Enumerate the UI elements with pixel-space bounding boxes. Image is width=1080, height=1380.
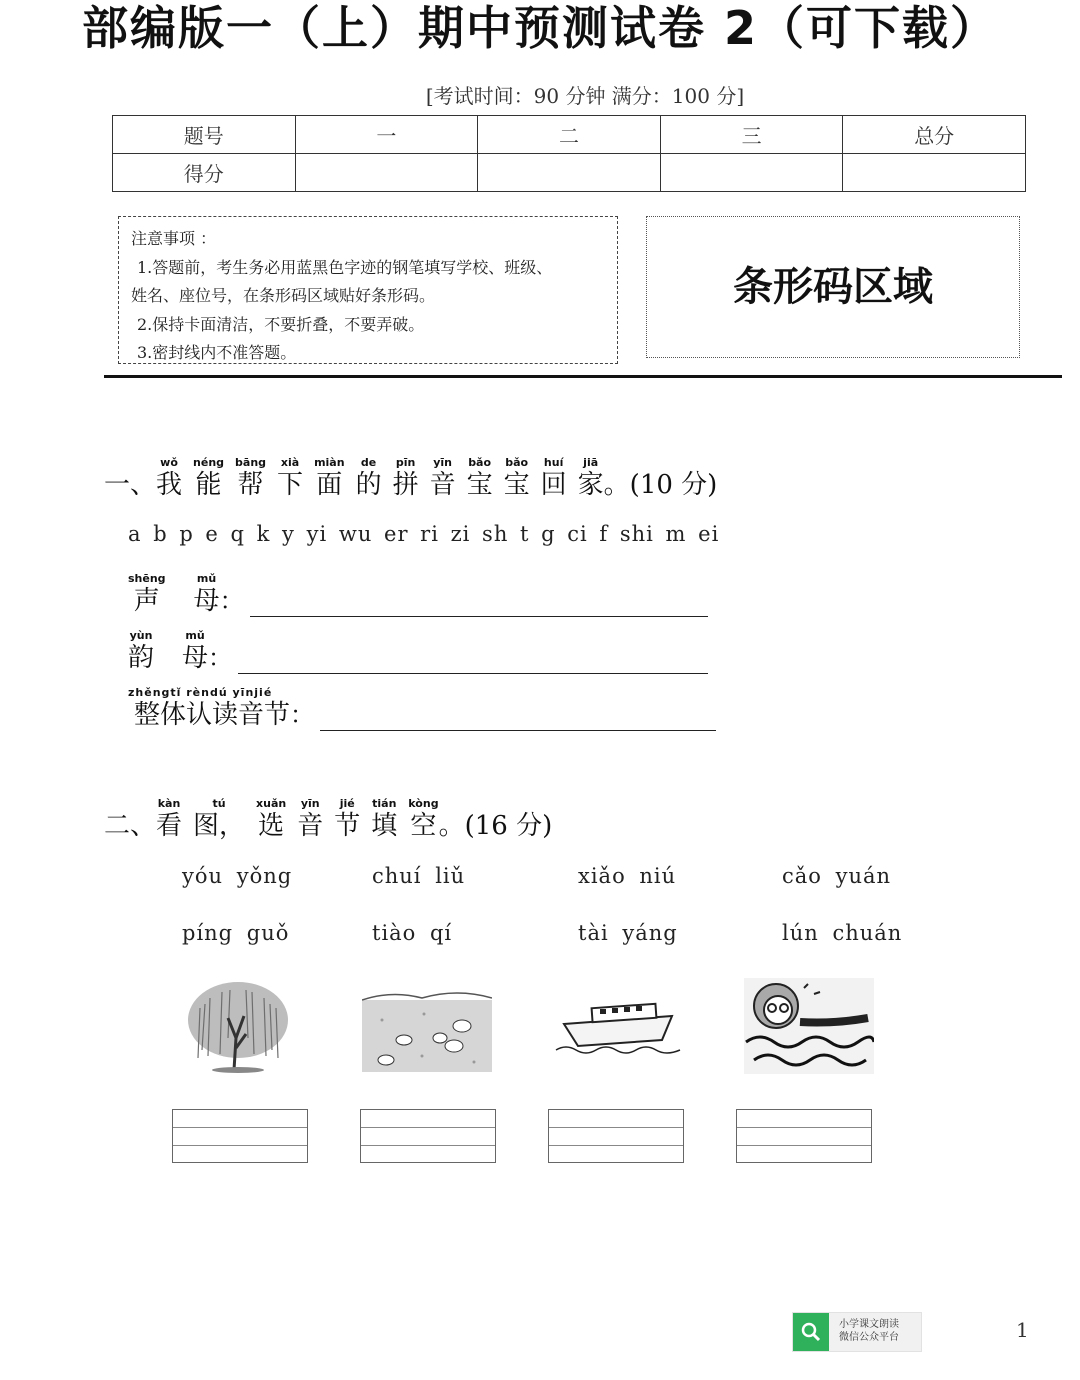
ruby-char: mǔ 母	[193, 572, 220, 616]
fill-row-whole-syllables	[128, 686, 716, 731]
question-number: 二、	[104, 811, 157, 841]
score-cell[interactable]	[478, 154, 661, 192]
ruby-char: bǎo 宝	[503, 456, 530, 500]
table-header-cell: 一	[295, 116, 478, 154]
ruby-char: bāng 帮	[235, 456, 267, 500]
answer-line[interactable]	[320, 702, 716, 731]
search-icon	[793, 1313, 829, 1351]
ruby-char: wǒ 我	[156, 456, 183, 500]
score-cell[interactable]	[660, 154, 843, 192]
barcode-area: 条形码区域	[646, 216, 1020, 358]
table-header-cell: 总分	[843, 116, 1026, 154]
divider	[104, 375, 1062, 378]
swimmer-picture	[744, 978, 874, 1074]
wechat-logo	[792, 1312, 922, 1352]
answer-line[interactable]	[250, 588, 708, 617]
willow-tree-picture	[180, 978, 296, 1074]
answer-box[interactable]	[736, 1109, 872, 1163]
colon: ：	[290, 701, 315, 729]
option-syllable: tài yáng	[578, 921, 678, 945]
notice-heading: 注意事项 ：	[131, 229, 217, 248]
ruby-char: huí 回	[540, 456, 567, 500]
page-title: 部编版一（上）期中预测试卷 2（可下载）	[81, 1, 999, 55]
notice-line: 姓名、座位号，在条形码区域贴好条形码。	[131, 286, 436, 305]
ruby-char: yīn 音	[429, 456, 456, 500]
fill-row-finals	[128, 629, 708, 674]
score-table	[112, 115, 1026, 192]
ruby-char: kòng 空	[408, 797, 439, 841]
answer-line[interactable]	[238, 645, 708, 674]
ruby-char: kàn 看	[156, 797, 183, 841]
fill-row-initials	[128, 572, 708, 617]
ruby-char: xià 下	[277, 456, 304, 500]
table-header-cell: 三	[660, 116, 843, 154]
answer-box[interactable]	[172, 1109, 308, 1163]
notice-box	[118, 216, 618, 364]
option-syllable: xiǎo niú	[578, 864, 677, 888]
ruby-char: yùn 韵	[128, 629, 155, 673]
option-syllable: píng guǒ	[182, 921, 290, 945]
table-header-cell: 题号	[113, 116, 296, 154]
ruby-char: shēng 声	[128, 572, 166, 616]
letter-pool: a b p e q k y yi wu er ri zi sh t g ci f shi m ei	[128, 522, 720, 546]
ruby-char: pīn 拼	[392, 456, 419, 500]
answer-box[interactable]	[360, 1109, 496, 1163]
option-syllable: lún chuán	[782, 921, 903, 945]
ruby-char: zhěngtǐ rèndú yīnjié 整体认读音节	[128, 686, 291, 730]
grassland-sheep-picture	[362, 986, 492, 1072]
question-number: 一、	[104, 470, 157, 500]
answer-box[interactable]	[548, 1109, 684, 1163]
question-2-heading	[104, 797, 552, 842]
ruby-char: miàn 面	[314, 456, 345, 500]
score-cell[interactable]	[843, 154, 1026, 192]
ruby-char: mǔ 母	[182, 629, 209, 673]
notice-line: 1.答题前，考生务必用蓝黑色字迹的钢笔填写学校、班级、	[137, 257, 553, 277]
ship-picture	[552, 994, 684, 1058]
exam-info: [考试时间：90 分钟 满分：100 分]	[425, 84, 745, 108]
notice-line: 3.密封线内不准答题。	[137, 343, 297, 362]
ruby-char: de 的	[355, 456, 382, 500]
table-header-cell: 二	[478, 116, 661, 154]
ruby-char: yīn 音	[297, 797, 324, 841]
ruby-char: jiā 家	[577, 456, 604, 500]
question-score: 。(10 分)	[603, 470, 718, 500]
question-score: 。(16 分)	[438, 811, 553, 841]
ruby-char: néng 能	[193, 456, 225, 500]
option-syllable: tiào qí	[372, 921, 453, 945]
notice-line: 2.保持卡面清洁，不要折叠，不要弄破。	[137, 314, 425, 334]
table-row	[113, 154, 1026, 192]
ruby-char: tú 图，	[193, 797, 246, 841]
logo-line: 微信公众平台	[839, 1332, 899, 1343]
score-cell[interactable]	[295, 154, 478, 192]
colon: ：	[219, 587, 244, 615]
ruby-char: bǎo 宝	[466, 456, 493, 500]
page-number: 1	[1016, 1318, 1029, 1342]
colon: ：	[208, 644, 233, 672]
ruby-char: jié 节	[334, 797, 361, 841]
ruby-char: xuǎn 选	[256, 797, 287, 841]
table-row-label: 得分	[113, 154, 296, 192]
option-syllable: yóu yǒng	[182, 864, 293, 888]
question-1-heading	[104, 456, 717, 501]
logo-line: 小学课文朗读	[839, 1319, 899, 1330]
ruby-char: tián 填	[371, 797, 398, 841]
option-syllable: cǎo yuán	[782, 864, 892, 888]
table-row	[113, 116, 1026, 154]
option-syllable: chuí liǔ	[372, 864, 466, 888]
